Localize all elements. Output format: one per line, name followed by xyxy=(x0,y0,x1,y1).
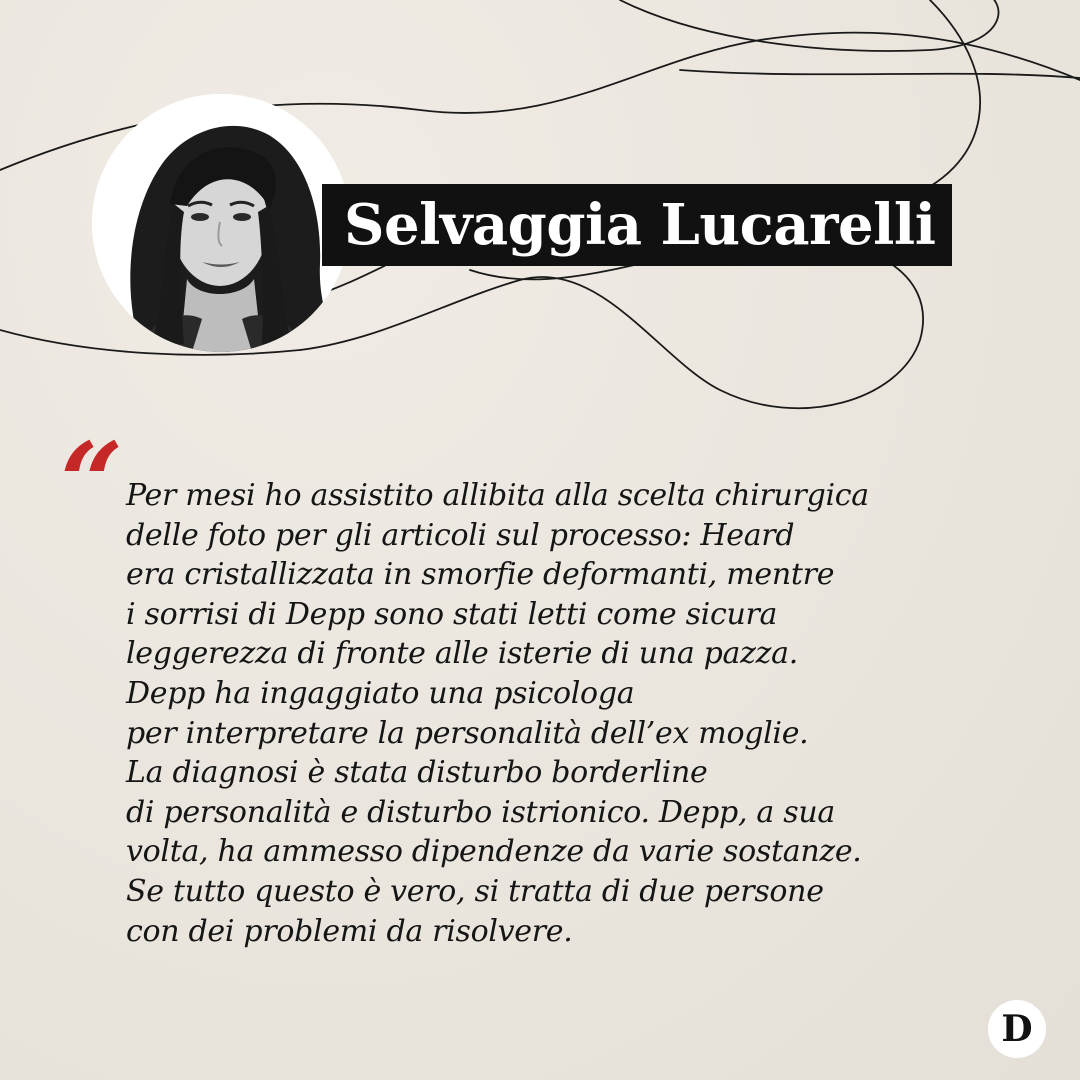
brand-logo-icon xyxy=(988,1000,1046,1058)
quote-line: Se tutto questo è vero, si tratta di due persone xyxy=(126,873,824,909)
quote-mark-icon: “ xyxy=(60,418,124,547)
quote-line: La diagnosi è stata disturbo borderline xyxy=(126,755,708,791)
author-portrait xyxy=(92,94,350,352)
quote-line: per interpretare la personalità dell’ex moglie. xyxy=(126,715,809,751)
brand-logo-letter: D xyxy=(1001,1008,1033,1050)
quote-line: i sorrisi di Depp sono stati letti come sicura xyxy=(126,596,778,632)
quote-line: delle foto per gli articoli sul processo: Heard xyxy=(126,517,795,553)
quote-line: leggerezza di fronte alle isterie di una pazza. xyxy=(126,636,798,672)
author-portrait-photo xyxy=(92,94,350,352)
quote-text xyxy=(126,476,1026,951)
author-name-plate xyxy=(322,184,952,266)
quote-line: volta, ha ammesso dipendenze da varie sostanze. xyxy=(126,834,862,870)
author-name: Selvaggia Lucarelli xyxy=(344,192,936,258)
quote-line: con dei problemi da risolvere. xyxy=(126,913,573,949)
quote-line: era cristallizzata in smorfie deformanti, mentre xyxy=(126,557,835,593)
quote-line: Per mesi ho assistito allibita alla scelta chirurgica xyxy=(126,478,869,513)
quote-line: Depp ha ingaggiato una psicologa xyxy=(126,675,635,711)
quote-line: di personalità e disturbo istrionico. Depp, a sua xyxy=(126,794,835,830)
